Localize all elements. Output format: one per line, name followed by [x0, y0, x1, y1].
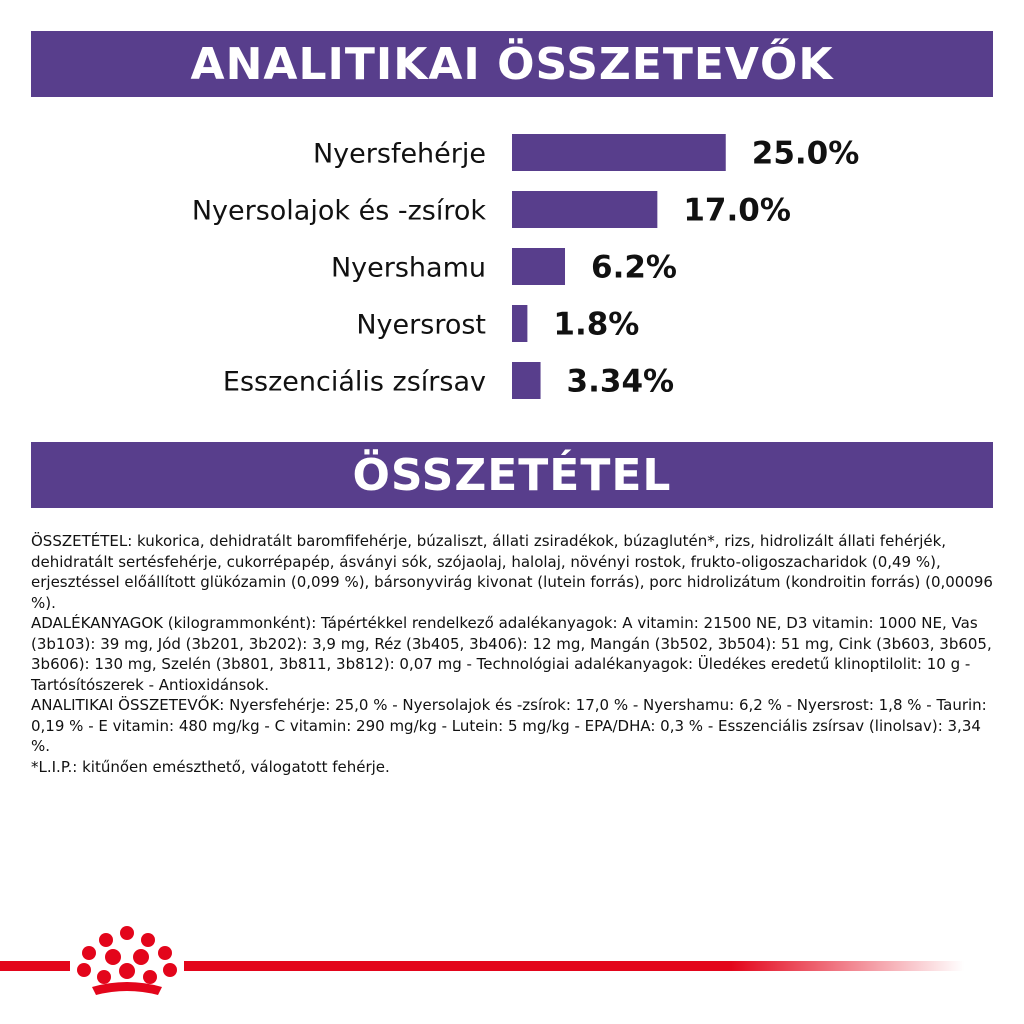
value-label: 1.8%: [553, 306, 640, 343]
bar-2: [512, 248, 565, 285]
bar-0: [512, 134, 726, 171]
category-label: Esszenciális zsírsav: [222, 366, 486, 398]
composition-heading: ÖSSZETÉTEL: [352, 449, 672, 501]
crown-icon: [77, 926, 177, 995]
composition-text: [31, 531, 996, 777]
footnote-paragraph: *L.I.P.: kitűnően emészthető, válogatott fehérje.: [31, 757, 390, 776]
stripe-left: [0, 961, 70, 971]
stripe-right: [184, 961, 964, 971]
value-label: 6.2%: [591, 249, 677, 286]
additives-paragraph: ADALÉKANYAGOK (kilogrammonként): Tápértékkel rendelkező adalékanyagok: A vitamin: 21500 NE, D3 vitamin: 1000 NE, Vas (3b103): 39 mg, Jód (3b201, 3b202): 3,9 mg, Réz (3b405, 3b406): 12 mg, Mangán (3b502, 3b504): 51 mg, Cink (3b603, 3b605, 3b606): 130 mg, Szelén (3b801, 3b811, 3b812): 0,07 mg - Technológiai adalékanyagok: Üledékes eredetű klinoptilolit: 10 g - Tartósítószerek - Antioxidánsok.: [31, 614, 992, 694]
composition-heading-banner: [31, 442, 993, 508]
category-label: Nyersolajok és -zsírok: [191, 195, 486, 227]
bar-4: [512, 362, 541, 399]
value-label: 17.0%: [683, 192, 791, 229]
value-label: 25.0%: [751, 135, 860, 172]
analytics-paragraph: ANALITIKAI ÖSSZETEVŐK: Nyersfehérje: 25,0 % - Nyersolajok és -zsírok: 17,0 % - Nyershamu: 6,2 % - Nyersrost: 1,8 % - Taurin: 0,19 % - E vitamin: 480 mg/kg - C vitamin: 290 mg/kg - Lutein: 5 mg/kg - EPA/DHA: 0,3 % - Esszenciális zsírsav (linolsav): 3,34 %.: [31, 696, 987, 755]
analytics-heading-banner: [31, 31, 993, 97]
value-label: 3.34%: [566, 363, 675, 400]
category-label: Nyersfehérje: [312, 138, 486, 170]
category-label: Nyershamu: [330, 252, 486, 284]
analytics-bar-chart: [0, 120, 1024, 420]
category-label: Nyersrost: [356, 309, 486, 341]
footer-stripe: [0, 925, 1024, 1005]
bar-1: [512, 191, 657, 228]
bar-3: [512, 305, 527, 342]
analytics-heading: ANALITIKAI ÖSSZETEVŐK: [190, 38, 834, 90]
composition-paragraph: ÖSSZETÉTEL: kukorica, dehidratált baromfifehérje, búzaliszt, állati zsiradékok, búzaglutén*, rizs, hidrolizált állati fehérjék, dehidratált sertésfehérje, cukorrépapép, ásványi sók, szójaolaj, halolaj, növényi rostok, frukto-oligoszacharidok (0,49 %), erjesztéssel előállított glükózamin (0,099 %), bársonyvirág kivonat (lutein forrás), porc hidrolizátum (kondroitin forrás) (0,00096 %).: [31, 532, 993, 612]
